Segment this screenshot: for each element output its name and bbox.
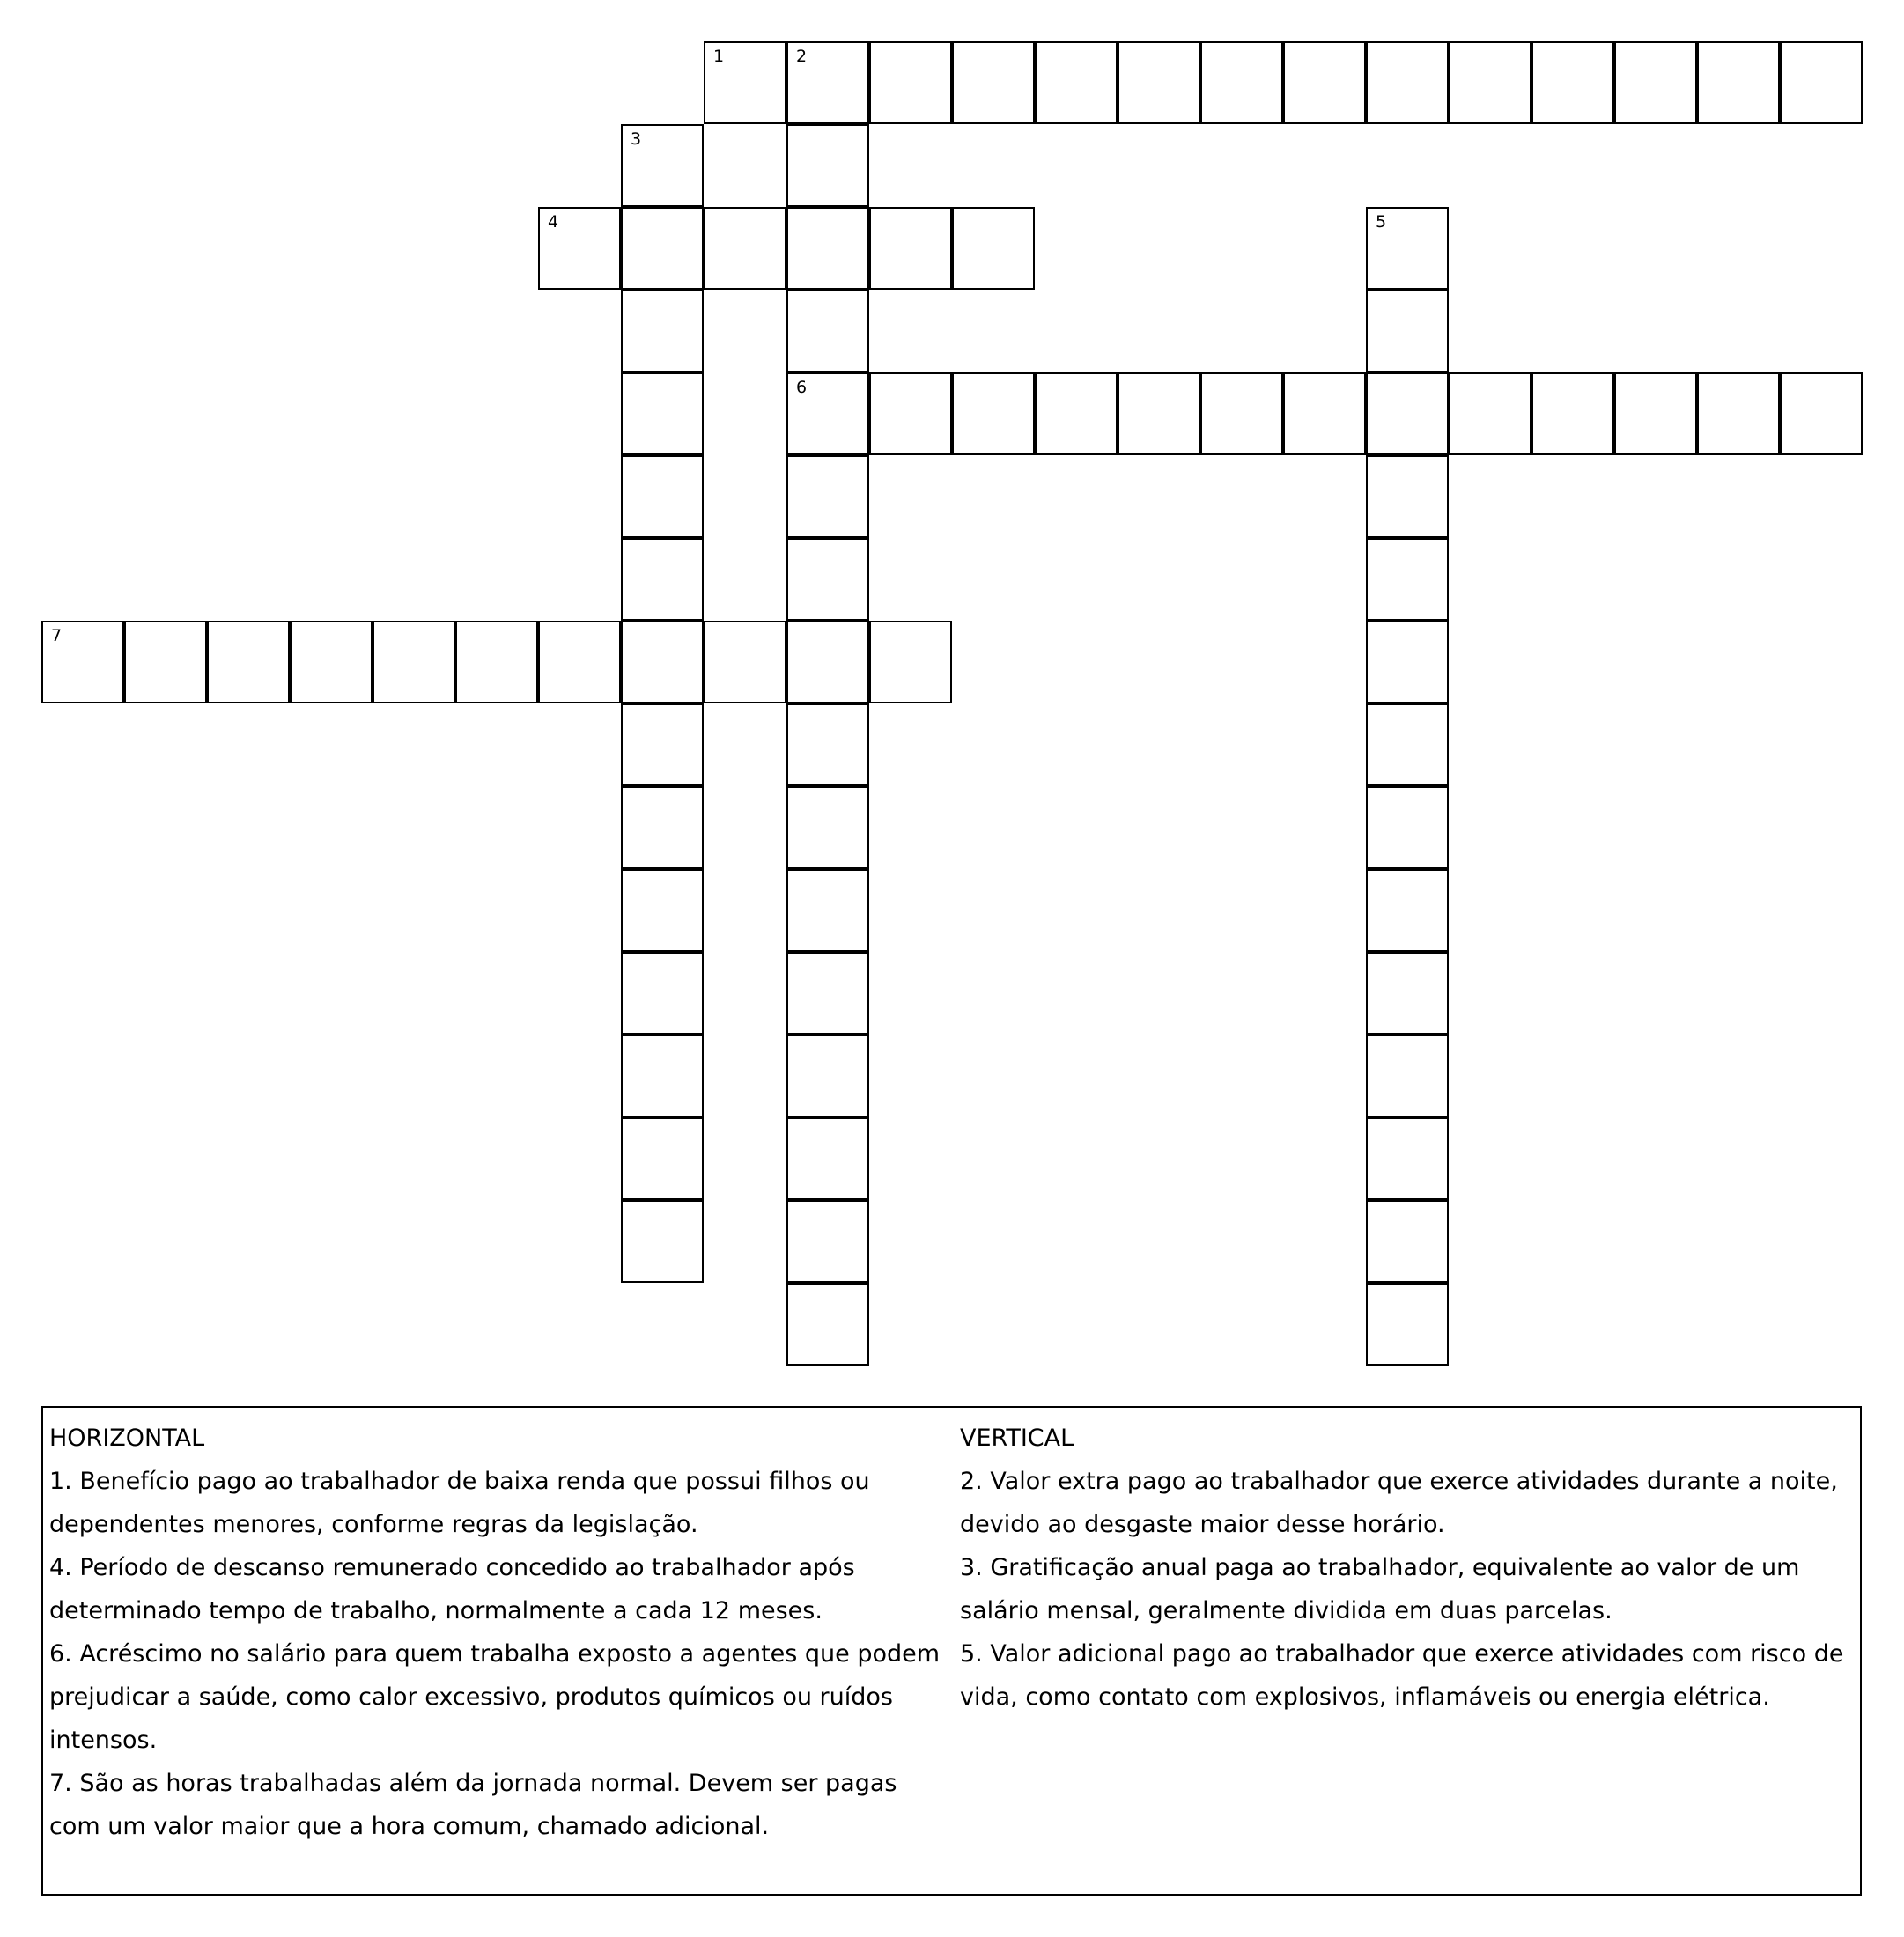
grid-cell[interactable] [621, 786, 704, 869]
horizontal-title: HORIZONTAL [49, 1425, 205, 1452]
grid-cell[interactable] [373, 621, 455, 703]
grid-cell[interactable] [704, 41, 786, 124]
grid-cell[interactable] [207, 621, 290, 703]
grid-cell[interactable] [621, 1035, 704, 1117]
grid-cell[interactable] [1366, 538, 1449, 621]
grid-cell[interactable] [1366, 372, 1449, 455]
grid-cell[interactable] [1697, 372, 1780, 455]
grid-cell[interactable] [1366, 1035, 1449, 1117]
grid-cell[interactable] [786, 786, 869, 869]
grid-cell[interactable] [1366, 455, 1449, 538]
clue-number: 5 [1376, 212, 1387, 232]
grid-cell[interactable] [786, 372, 869, 455]
grid-cell[interactable] [621, 1200, 704, 1283]
grid-cell[interactable] [1366, 41, 1449, 124]
grid-cell[interactable] [786, 1117, 869, 1200]
grid-cell[interactable] [621, 952, 704, 1035]
grid-cell[interactable] [952, 207, 1035, 290]
grid-cell[interactable] [621, 869, 704, 952]
grid-cell[interactable] [786, 290, 869, 372]
clue-number: 1 [713, 47, 725, 66]
clue-down-5: 5. Valor adicional pago ao trabalhador que exerce atividades com risco de vida, como contato com explosivos, inflamáveis ou energia elétrica. [960, 1640, 1844, 1711]
grid-cell[interactable] [1366, 621, 1449, 703]
grid-cell[interactable] [786, 703, 869, 786]
clue-across-4: 4. Período de descanso remunerado concedido ao trabalhador após determinado tempo de trabalho, normalmente a cada 12 meses. [49, 1554, 855, 1624]
grid-cell[interactable] [1366, 869, 1449, 952]
grid-cell[interactable] [1200, 41, 1283, 124]
grid-cell[interactable] [1531, 372, 1614, 455]
grid-cell[interactable] [621, 703, 704, 786]
clue-across-7: 7. São as horas trabalhadas além da jornada normal. Devem ser pagas com um valor maior que a hora comum, chamado adicional. [49, 1770, 897, 1840]
grid-cell[interactable] [455, 621, 538, 703]
grid-cell[interactable] [1366, 786, 1449, 869]
grid-cell[interactable] [1035, 41, 1118, 124]
grid-cell[interactable] [1366, 952, 1449, 1035]
grid-cell[interactable] [1035, 372, 1118, 455]
grid-cell[interactable] [952, 372, 1035, 455]
clue-number: 7 [51, 626, 63, 645]
grid-cell[interactable] [538, 207, 621, 290]
grid-cell[interactable] [1780, 41, 1863, 124]
grid-cell[interactable] [786, 1283, 869, 1366]
grid-cell[interactable] [621, 455, 704, 538]
grid-cell[interactable] [1366, 207, 1449, 290]
grid-cell[interactable] [869, 41, 952, 124]
grid-cell[interactable] [621, 124, 704, 207]
clue-number: 6 [796, 378, 808, 397]
grid-cell[interactable] [1449, 372, 1531, 455]
grid-cell[interactable] [1118, 372, 1200, 455]
clue-number: 3 [631, 129, 642, 149]
grid-cell[interactable] [786, 538, 869, 621]
grid-cell[interactable] [1366, 1117, 1449, 1200]
grid-cell[interactable] [290, 621, 373, 703]
grid-cell[interactable] [621, 207, 704, 290]
grid-cell[interactable] [1366, 1200, 1449, 1283]
clue-number: 4 [548, 212, 559, 232]
grid-cell[interactable] [1614, 372, 1697, 455]
grid-cell[interactable] [621, 538, 704, 621]
grid-cell[interactable] [869, 372, 952, 455]
grid-cell[interactable] [1283, 372, 1366, 455]
grid-cell[interactable] [1200, 372, 1283, 455]
grid-cell[interactable] [1614, 41, 1697, 124]
grid-cell[interactable] [786, 952, 869, 1035]
clues-box [41, 1406, 1862, 1896]
grid-cell[interactable] [1449, 41, 1531, 124]
clue-down-3: 3. Gratificação anual paga ao trabalhador, equivalente ao valor de um salário mensal, geralmente dividida em duas parcelas. [960, 1554, 1800, 1624]
grid-cell[interactable] [786, 207, 869, 290]
grid-cell[interactable] [786, 124, 869, 207]
grid-cell[interactable] [621, 372, 704, 455]
grid-cell[interactable] [704, 207, 786, 290]
grid-cell[interactable] [786, 1200, 869, 1283]
grid-cell[interactable] [1283, 41, 1366, 124]
grid-cell[interactable] [786, 41, 869, 124]
grid-cell[interactable] [1118, 41, 1200, 124]
grid-cell[interactable] [1366, 703, 1449, 786]
grid-cell[interactable] [869, 621, 952, 703]
grid-cell[interactable] [869, 207, 952, 290]
clue-number: 2 [796, 47, 808, 66]
grid-cell[interactable] [538, 621, 621, 703]
clue-down-2: 2. Valor extra pago ao trabalhador que exerce atividades durante a noite, devido ao desgaste maior desse horário. [960, 1468, 1838, 1538]
grid-cell[interactable] [621, 621, 704, 703]
grid-cell[interactable] [786, 1035, 869, 1117]
grid-cell[interactable] [952, 41, 1035, 124]
grid-cell[interactable] [621, 290, 704, 372]
grid-cell[interactable] [1366, 1283, 1449, 1366]
grid-cell[interactable] [1366, 290, 1449, 372]
grid-cell[interactable] [786, 621, 869, 703]
clue-across-6: 6. Acréscimo no salário para quem trabalha exposto a agentes que podem prejudicar a saúde, como calor excessivo, produtos químicos ou ruídos intensos. [49, 1640, 941, 1754]
grid-cell[interactable] [621, 1117, 704, 1200]
vertical-title: VERTICAL [960, 1425, 1074, 1452]
grid-cell[interactable] [124, 621, 207, 703]
vertical-clues [960, 1417, 1849, 1719]
clue-across-1: 1. Benefício pago ao trabalhador de baixa renda que possui filhos ou dependentes menores, conforme regras da legislação. [49, 1468, 870, 1538]
grid-cell[interactable] [1531, 41, 1614, 124]
grid-cell[interactable] [41, 621, 124, 703]
grid-cell[interactable] [1697, 41, 1780, 124]
grid-cell[interactable] [786, 869, 869, 952]
horizontal-clues [49, 1417, 948, 1848]
grid-cell[interactable] [704, 621, 786, 703]
grid-cell[interactable] [1780, 372, 1863, 455]
grid-cell[interactable] [786, 455, 869, 538]
